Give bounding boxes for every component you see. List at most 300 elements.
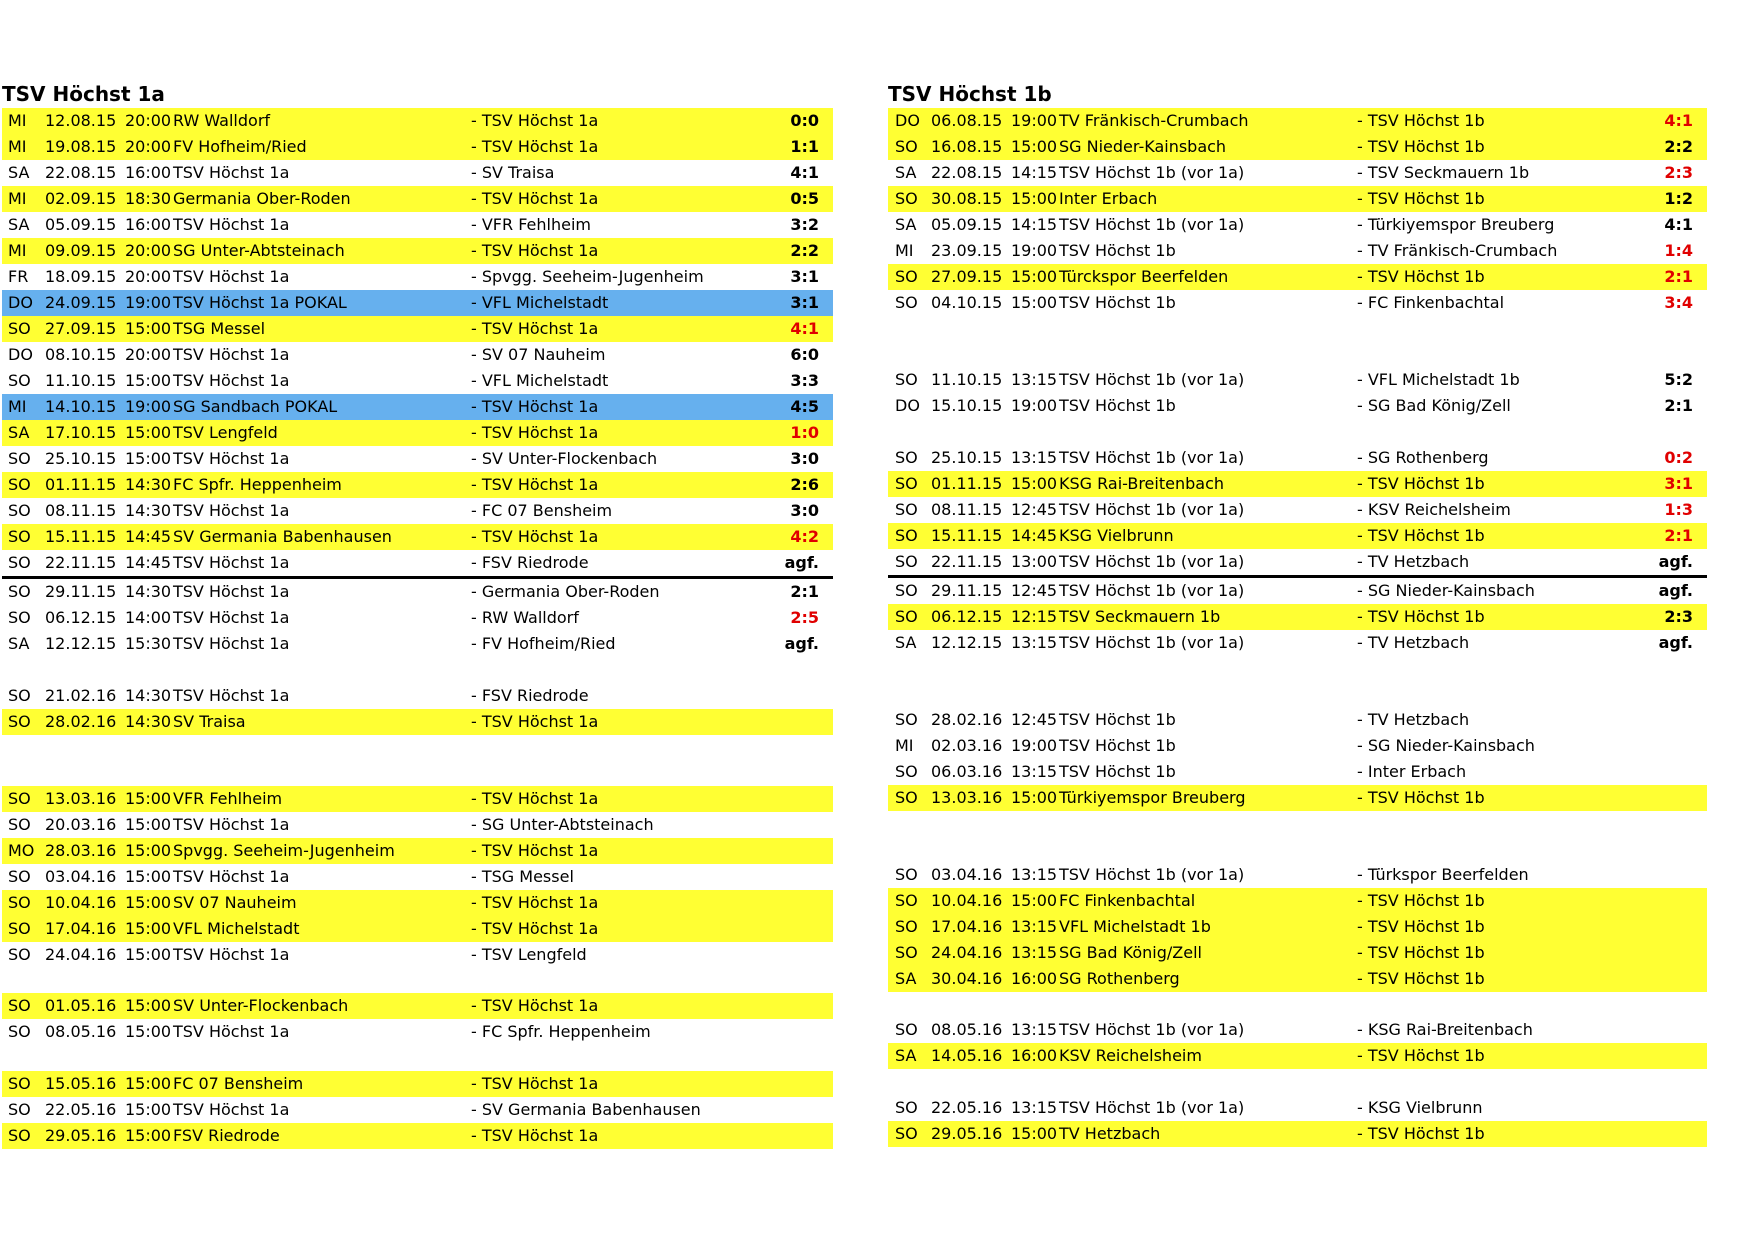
fixture-result: 2:1 <box>790 582 819 601</box>
fixture-row <box>2 524 833 550</box>
fixture-time: 16:00 <box>1011 1046 1058 1065</box>
fixture-row <box>2 550 833 576</box>
fixture-away-team: - SV Traisa <box>471 163 555 182</box>
fixture-home-team: RW Walldorf <box>173 111 271 130</box>
fixture-away-team: - FC 07 Bensheim <box>471 501 613 520</box>
fixture-row <box>888 707 1707 733</box>
fixture-away-team: - TSV Höchst 1b <box>1357 942 1485 962</box>
fixture-date: 25.10.15 <box>45 449 117 468</box>
blank-row <box>888 836 1707 862</box>
fixture-away-team: - TSV Höchst 1a <box>471 423 599 442</box>
fixture-row <box>2 472 833 498</box>
fixture-home-team: Germania Ober-Roden <box>173 189 351 208</box>
fixture-date: 06.08.15 <box>931 111 1003 130</box>
fixture-time: 13:15 <box>1011 942 1058 962</box>
blank-row <box>888 811 1707 837</box>
fixture-row <box>2 916 833 942</box>
fixture-row <box>2 108 833 134</box>
blank-row <box>888 419 1707 445</box>
fixture-away-team: - RW Walldorf <box>471 608 579 627</box>
fixture-home-team: TSV Höchst 1a <box>173 582 290 601</box>
fixture-result: 0:2 <box>1664 447 1693 467</box>
fixture-row <box>888 264 1707 290</box>
fixture-time: 13:15 <box>1011 632 1058 652</box>
fixture-home-team: FV Hofheim/Ried <box>173 137 307 156</box>
fixture-away-team: - TSV Höchst 1a <box>471 711 599 731</box>
fixture-row <box>888 1121 1707 1147</box>
fixture-time: 13:15 <box>1011 1097 1058 1117</box>
fixture-home-team: SV Traisa <box>173 711 246 731</box>
fixture-row <box>2 160 833 186</box>
fixture-row <box>2 864 833 890</box>
fixture-date: 15.10.15 <box>931 396 1003 415</box>
fixture-away-team: - TSV Höchst 1a <box>471 788 599 808</box>
fixture-day: SO <box>895 1020 918 1039</box>
fixture-date: 23.09.15 <box>931 241 1003 260</box>
fixture-away-team: - TSV Höchst 1a <box>471 241 599 260</box>
fixture-result: 5:2 <box>1664 370 1693 389</box>
fixture-day: SO <box>895 761 918 781</box>
fixture-day: SO <box>895 267 918 286</box>
blank-row <box>888 1069 1707 1095</box>
fixture-time: 14:30 <box>125 685 172 705</box>
fixture-day: SO <box>8 582 31 601</box>
fixture-day: SO <box>8 788 31 808</box>
fixture-date: 29.05.16 <box>45 1125 117 1145</box>
fixture-away-team: - TSV Höchst 1a <box>471 189 599 208</box>
fixture-home-team: TSV Höchst 1a <box>173 944 290 964</box>
fixture-time: 19:00 <box>1011 735 1058 755</box>
fixture-time: 15:00 <box>125 371 172 390</box>
fixture-row <box>2 838 833 864</box>
fixture-away-team: - Germania Ober-Roden <box>471 582 660 601</box>
fixture-time: 14:30 <box>125 475 172 494</box>
fixture-date: 28.02.16 <box>45 711 117 731</box>
fixture-day: SA <box>8 423 30 442</box>
fixture-row <box>2 1097 833 1123</box>
fixture-day: SO <box>8 527 31 546</box>
fixture-home-team: TSV Höchst 1b <box>1059 735 1176 755</box>
fixture-row <box>888 940 1707 966</box>
fixture-home-team: TSV Höchst 1b (vor 1a) <box>1059 447 1245 467</box>
fixture-time: 12:15 <box>1011 606 1058 626</box>
fixture-away-team: - KSG Vielbrunn <box>1357 1097 1483 1117</box>
fixture-row <box>888 212 1707 238</box>
fixture-home-team: SG Nieder-Kainsbach <box>1059 137 1227 156</box>
fixture-time: 15:00 <box>125 892 172 912</box>
fixture-home-team: TSV Höchst 1a POKAL <box>173 293 347 312</box>
fixture-time: 19:00 <box>1011 111 1058 130</box>
fixture-home-team: KSV Reichelsheim <box>1059 1046 1202 1065</box>
fixture-date: 14.10.15 <box>45 397 117 416</box>
fixture-day: SO <box>8 1125 31 1145</box>
fixture-time: 15:00 <box>125 1022 172 1041</box>
fixture-date: 22.05.16 <box>45 1099 117 1119</box>
fixture-date: 02.09.15 <box>45 189 117 208</box>
fixture-time: 15:00 <box>125 866 172 886</box>
fixture-time: 16:00 <box>125 215 172 234</box>
fixture-day: MI <box>8 397 27 416</box>
fixture-away-team: - Türkspor Beerfelden <box>1357 864 1529 884</box>
fixture-date: 17.04.16 <box>45 918 117 938</box>
fixture-away-team: - TV Hetzbach <box>1357 551 1470 571</box>
fixture-away-team: - SV Germania Babenhausen <box>471 1099 701 1119</box>
fixture-day: SO <box>895 787 918 807</box>
fixture-away-team: - FV Hofheim/Ried <box>471 634 616 653</box>
fixture-away-team: - TSV Höchst 1a <box>471 475 599 494</box>
fixture-away-team: - TSV Höchst 1b <box>1357 968 1485 988</box>
fixture-time: 15:00 <box>125 1125 172 1145</box>
fixture-time: 19:00 <box>1011 396 1058 415</box>
fixture-day: SA <box>895 968 917 988</box>
blank-row <box>888 316 1707 342</box>
fixture-day: SO <box>895 890 918 910</box>
fixture-time: 15:30 <box>125 634 172 653</box>
fixture-date: 27.09.15 <box>45 319 117 338</box>
fixture-day: SO <box>8 553 31 572</box>
fixture-away-team: - TSV Höchst 1a <box>471 319 599 338</box>
fixture-row <box>2 579 833 605</box>
fixture-home-team: TSV Höchst 1b (vor 1a) <box>1059 632 1245 652</box>
fixture-day: SA <box>895 163 917 182</box>
fixture-row <box>888 1017 1707 1043</box>
fixture-day: MI <box>8 111 27 130</box>
fixture-day: SA <box>8 163 30 182</box>
fixture-home-team: Inter Erbach <box>1059 189 1158 208</box>
fixture-date: 15.11.15 <box>931 525 1003 545</box>
fixture-home-team: TSV Höchst 1a <box>173 685 290 705</box>
fixture-result: 3:2 <box>790 215 819 234</box>
fixture-time: 15:00 <box>1011 137 1058 156</box>
fixture-away-team: - Türkiyemspor Breuberg <box>1357 215 1555 234</box>
fixture-result: 4:5 <box>790 397 819 416</box>
fixture-away-team: - TSV Höchst 1a <box>471 918 599 938</box>
fixture-day: SO <box>895 189 918 208</box>
fixture-date: 03.04.16 <box>45 866 117 886</box>
fixture-home-team: Türckspor Beerfelden <box>1059 267 1229 286</box>
fixture-result: 0:0 <box>790 111 819 130</box>
fixture-away-team: - VFR Fehlheim <box>471 215 591 234</box>
fixture-result: 3:1 <box>790 293 819 312</box>
fixture-away-team: - TSV Höchst 1b <box>1357 606 1485 626</box>
fixture-result: 2:3 <box>1664 163 1693 182</box>
fixture-time: 15:00 <box>125 814 172 834</box>
fixture-row <box>888 578 1707 604</box>
fixture-time: 15:00 <box>125 319 172 338</box>
schedule-1a-title: TSV Höchst 1a <box>2 82 165 106</box>
fixture-result: agf. <box>784 634 819 653</box>
fixture-home-team: TSV Höchst 1b (vor 1a) <box>1059 551 1245 571</box>
fixture-time: 19:00 <box>1011 241 1058 260</box>
fixture-result: 4:1 <box>1664 215 1693 234</box>
fixture-home-team: Spvgg. Seeheim-Jugenheim <box>173 840 395 860</box>
fixture-home-team: VFL Michelstadt <box>173 918 300 938</box>
fixture-away-team: - FC Finkenbachtal <box>1357 293 1505 312</box>
fixture-row <box>888 914 1707 940</box>
fixture-row <box>2 420 833 446</box>
fixture-time: 15:00 <box>1011 189 1058 208</box>
fixture-away-team: - TSV Höchst 1a <box>471 527 599 546</box>
fixture-date: 12.12.15 <box>931 632 1003 652</box>
fixture-day: SO <box>8 1099 31 1119</box>
fixture-away-team: - VFL Michelstadt <box>471 371 609 390</box>
fixture-home-team: TSV Höchst 1a <box>173 501 290 520</box>
fixture-time: 14:15 <box>1011 163 1058 182</box>
fixture-home-team: SG Unter-Abtsteinach <box>173 241 345 260</box>
fixture-date: 28.03.16 <box>45 840 117 860</box>
fixture-day: MO <box>8 840 35 860</box>
fixture-day: SO <box>8 1073 31 1093</box>
fixture-time: 15:00 <box>125 944 172 964</box>
fixture-day: SO <box>8 918 31 938</box>
fixture-home-team: TV Fränkisch-Crumbach <box>1059 111 1249 130</box>
fixture-row <box>888 160 1707 186</box>
fixture-time: 14:45 <box>125 553 172 572</box>
fixture-row <box>888 134 1707 160</box>
fixture-result: 1:1 <box>790 137 819 156</box>
fixture-home-team: SV Unter-Flockenbach <box>173 996 349 1015</box>
fixture-date: 06.03.16 <box>931 761 1003 781</box>
fixture-date: 01.11.15 <box>45 475 117 494</box>
fixture-home-team: TSV Höchst 1b <box>1059 709 1176 729</box>
fixture-time: 15:00 <box>125 1099 172 1119</box>
fixture-day: SO <box>8 996 31 1015</box>
fixture-day: SO <box>895 1123 918 1143</box>
fixture-time: 16:00 <box>125 163 172 182</box>
fixture-day: SO <box>8 475 31 494</box>
fixture-time: 15:00 <box>125 840 172 860</box>
fixture-day: SO <box>8 449 31 468</box>
fixture-away-team: - TSV Seckmauern 1b <box>1357 163 1530 182</box>
fixture-day: DO <box>895 396 920 415</box>
fixture-row <box>2 890 833 916</box>
fixture-date: 11.10.15 <box>45 371 117 390</box>
fixture-row <box>2 446 833 472</box>
fixture-date: 12.12.15 <box>45 634 117 653</box>
blank-row <box>2 1045 833 1071</box>
fixture-row <box>2 1071 833 1097</box>
fixture-home-team: SG Bad König/Zell <box>1059 942 1202 962</box>
fixture-time: 14:30 <box>125 711 172 731</box>
fixture-away-team: - TV Fränkisch-Crumbach <box>1357 241 1558 260</box>
fixture-result: 1:4 <box>1664 241 1693 260</box>
fixture-day: SO <box>895 447 918 467</box>
fixture-away-team: - SG Nieder-Kainsbach <box>1357 735 1535 755</box>
fixture-day: SA <box>8 634 30 653</box>
schedule-1b <box>888 78 1707 1147</box>
fixture-result: agf. <box>1658 551 1693 571</box>
fixture-time: 12:45 <box>1011 499 1058 519</box>
fixture-time: 18:30 <box>125 189 172 208</box>
fixture-time: 14:30 <box>125 582 172 601</box>
fixture-row <box>888 888 1707 914</box>
fixture-time: 14:15 <box>1011 215 1058 234</box>
fixture-date: 15.11.15 <box>45 527 117 546</box>
fixture-day: SA <box>8 215 30 234</box>
fixture-time: 15:00 <box>125 423 172 442</box>
fixture-result: 2:1 <box>1664 267 1693 286</box>
fixture-row <box>2 993 833 1019</box>
fixture-home-team: TSV Höchst 1a <box>173 267 290 286</box>
fixture-home-team: TSG Messel <box>173 319 266 338</box>
fixture-day: SO <box>8 501 31 520</box>
fixture-day: MI <box>8 189 27 208</box>
fixture-day: SO <box>895 551 918 571</box>
fixture-row <box>2 1123 833 1149</box>
fixture-day: SO <box>8 1022 31 1041</box>
fixture-away-team: - FSV Riedrode <box>471 553 589 572</box>
fixture-time: 20:00 <box>125 137 172 156</box>
fixture-day: SO <box>895 525 918 545</box>
fixture-date: 04.10.15 <box>931 293 1003 312</box>
fixture-away-team: - TSV Höchst 1a <box>471 137 599 156</box>
fixture-home-team: FC 07 Bensheim <box>173 1073 304 1093</box>
fixture-time: 13:15 <box>1011 761 1058 781</box>
fixture-home-team: TSV Höchst 1b (vor 1a) <box>1059 163 1245 182</box>
fixture-row <box>2 212 833 238</box>
fixture-row <box>2 605 833 631</box>
fixture-time: 15:00 <box>125 1073 172 1093</box>
fixture-day: SO <box>895 293 918 312</box>
fixture-away-team: - SV 07 Nauheim <box>471 345 606 364</box>
fixture-result: 0:5 <box>790 189 819 208</box>
fixture-date: 01.05.16 <box>45 996 117 1015</box>
fixture-day: SO <box>8 711 31 731</box>
fixture-date: 27.09.15 <box>931 267 1003 286</box>
fixture-row <box>2 368 833 394</box>
fixture-date: 05.09.15 <box>45 215 117 234</box>
fixture-row <box>888 785 1707 811</box>
fixture-date: 09.09.15 <box>45 241 117 260</box>
fixture-result: 3:0 <box>790 501 819 520</box>
fixture-result: 2:6 <box>790 475 819 494</box>
fixture-result: 2:1 <box>1664 525 1693 545</box>
fixture-away-team: - TSV Lengfeld <box>471 944 587 964</box>
blank-row <box>888 342 1707 368</box>
fixture-date: 06.12.15 <box>931 606 1003 626</box>
fixture-time: 19:00 <box>125 293 172 312</box>
fixture-time: 13:15 <box>1011 1020 1058 1039</box>
fixture-away-team: - TSV Höchst 1a <box>471 397 599 416</box>
fixture-result: 6:0 <box>790 345 819 364</box>
fixture-away-team: - TV Hetzbach <box>1357 709 1470 729</box>
fixture-time: 12:45 <box>1011 580 1058 600</box>
fixture-day: SO <box>895 709 918 729</box>
fixture-away-team: - TSV Höchst 1b <box>1357 1123 1485 1143</box>
fixture-home-team: TSV Höchst 1a <box>173 634 290 653</box>
fixture-date: 16.08.15 <box>931 137 1003 156</box>
fixture-away-team: - TSV Höchst 1a <box>471 1125 599 1145</box>
fixture-date: 18.09.15 <box>45 267 117 286</box>
fixture-date: 22.11.15 <box>45 553 117 572</box>
fixture-row <box>888 733 1707 759</box>
fixture-time: 13:15 <box>1011 447 1058 467</box>
fixture-date: 08.11.15 <box>45 501 117 520</box>
fixture-home-team: FSV Riedrode <box>173 1125 280 1145</box>
fixture-home-team: TSV Höchst 1b <box>1059 396 1176 415</box>
fixture-date: 02.03.16 <box>931 735 1003 755</box>
fixture-time: 20:00 <box>125 241 172 260</box>
fixture-row <box>888 290 1707 316</box>
fixture-away-team: - SG Nieder-Kainsbach <box>1357 580 1535 600</box>
fixture-result: 1:0 <box>790 423 819 442</box>
fixture-away-team: - TSV Höchst 1b <box>1357 890 1485 910</box>
fixture-date: 10.04.16 <box>931 890 1003 910</box>
fixture-row <box>2 631 833 657</box>
fixture-day: SA <box>895 632 917 652</box>
fixture-row <box>888 1043 1707 1069</box>
fixture-row <box>888 630 1707 656</box>
fixture-away-team: - TSV Höchst 1b <box>1357 111 1485 130</box>
fixture-day: SO <box>8 814 31 834</box>
fixture-result: 2:3 <box>1664 606 1693 626</box>
fixture-date: 20.03.16 <box>45 814 117 834</box>
fixture-date: 24.04.16 <box>45 944 117 964</box>
fixture-time: 19:00 <box>125 397 172 416</box>
fixture-home-team: TSV Höchst 1a <box>173 345 290 364</box>
fixture-time: 15:00 <box>1011 787 1058 807</box>
fixture-away-team: - VFL Michelstadt 1b <box>1357 370 1520 389</box>
fixture-date: 22.08.15 <box>45 163 117 182</box>
fixture-date: 29.05.16 <box>931 1123 1003 1143</box>
fixture-result: 2:1 <box>1664 396 1693 415</box>
fixture-result: 3:1 <box>790 267 819 286</box>
fixture-time: 13:15 <box>1011 916 1058 936</box>
fixture-day: SO <box>895 473 918 493</box>
fixture-away-team: - TV Hetzbach <box>1357 632 1470 652</box>
fixture-away-team: - TSV Höchst 1b <box>1357 137 1485 156</box>
fixture-row <box>888 497 1707 523</box>
fixture-date: 08.05.16 <box>931 1020 1003 1039</box>
fixture-date: 25.10.15 <box>931 447 1003 467</box>
fixture-away-team: - SV Unter-Flockenbach <box>471 449 658 468</box>
fixture-day: SO <box>8 371 31 390</box>
fixture-day: SO <box>895 942 918 962</box>
fixture-day: SO <box>895 370 918 389</box>
fixture-day: MI <box>895 735 914 755</box>
fixture-time: 14:45 <box>1011 525 1058 545</box>
fixture-home-team: TSV Höchst 1b (vor 1a) <box>1059 1020 1245 1039</box>
fixture-time: 14:00 <box>125 608 172 627</box>
fixture-away-team: - Spvgg. Seeheim-Jugenheim <box>471 267 704 286</box>
fixture-time: 16:00 <box>1011 968 1058 988</box>
fixture-home-team: FC Spfr. Heppenheim <box>173 475 342 494</box>
blank-row <box>2 735 833 761</box>
fixture-day: FR <box>8 267 29 286</box>
fixture-result: 4:2 <box>790 527 819 546</box>
fixture-date: 17.04.16 <box>931 916 1003 936</box>
fixture-row <box>2 186 833 212</box>
fixture-day: DO <box>8 345 33 364</box>
fixture-row <box>888 759 1707 785</box>
blank-row <box>2 657 833 683</box>
fixture-home-team: SG Rothenberg <box>1059 968 1180 988</box>
fixture-day: DO <box>8 293 33 312</box>
fixture-time: 20:00 <box>125 267 172 286</box>
fixture-home-team: TSV Höchst 1a <box>173 814 290 834</box>
fixture-row <box>888 1095 1707 1121</box>
fixture-time: 15:00 <box>125 918 172 938</box>
fixture-date: 10.04.16 <box>45 892 117 912</box>
fixture-row <box>888 367 1707 393</box>
fixture-time: 12:45 <box>1011 709 1058 729</box>
fixture-date: 11.10.15 <box>931 370 1003 389</box>
fixture-result: 3:3 <box>790 371 819 390</box>
fixture-home-team: TSV Höchst 1b (vor 1a) <box>1059 580 1245 600</box>
fixture-row <box>888 523 1707 549</box>
fixture-row <box>888 549 1707 575</box>
fixture-result: 4:1 <box>790 163 819 182</box>
